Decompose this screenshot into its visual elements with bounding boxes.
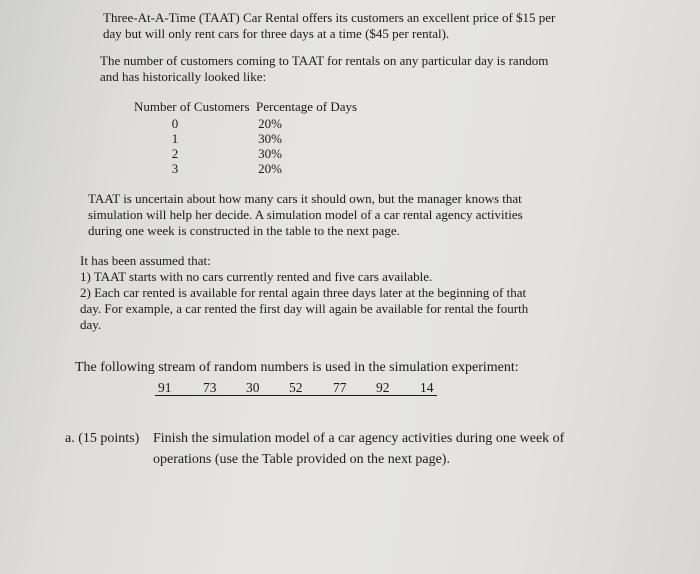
assumptions-line-3: 2) Each car rented is available for rental again three days later at the beginning of that (80, 285, 527, 300)
table-cell-customers: 2 (171, 146, 179, 161)
random-number: 92 (376, 380, 390, 395)
random-number: 91 (158, 380, 172, 395)
table-cell-percentage: 30% (258, 146, 282, 161)
uncertainty-line-2: simulation will help her decide. A simulation model of a car rental agency activities (88, 207, 523, 222)
intro-line-1: Three-At-A-Time (TAAT) Car Rental offers its customers an excellent price of $15 per (103, 10, 556, 25)
assumptions-paragraph (80, 253, 528, 333)
history-paragraph (100, 53, 548, 85)
question-a-line-1: Finish the simulation model of a car agency activities during one week of (153, 431, 565, 446)
table-cell-customers: 3 (171, 161, 179, 176)
history-line-2: and has historically looked like: (100, 69, 267, 84)
table-cell-percentage: 30% (258, 131, 282, 146)
random-number: 73 (203, 380, 217, 395)
random-number: 52 (289, 380, 303, 395)
table-cell-customers: 0 (171, 116, 179, 131)
history-line-1: The number of customers coming to TAAT for rentals on any particular day is random (100, 53, 549, 68)
table-header-percentage: Percentage of Days (256, 99, 358, 114)
assumptions-line-5: day. (80, 317, 102, 332)
table-cell-percentage: 20% (258, 116, 282, 131)
random-number: 14 (420, 380, 434, 395)
uncertainty-line-1: TAAT is uncertain about how many cars it should own, but the manager knows that (88, 191, 522, 206)
random-number: 30 (246, 380, 260, 395)
uncertainty-paragraph (88, 191, 523, 239)
table-cell-percentage: 20% (258, 161, 282, 176)
question-a-label: a. (15 points) (65, 431, 140, 446)
intro-line-2: day but will only rent cars for three days at a time ($45 per rental). (103, 26, 450, 41)
intro-paragraph (103, 10, 555, 42)
assumptions-line-2: 1) TAAT starts with no cars currently rented and five cars available. (80, 269, 433, 284)
question-a-line-2: operations (use the Table provided on the next page). (153, 452, 450, 467)
random-stream-label: The following stream of random numbers is used in the simulation experiment: (75, 360, 519, 375)
random-number: 77 (333, 380, 347, 395)
assumptions-line-1: It has been assumed that: (80, 253, 211, 268)
table-cell-customers: 1 (171, 131, 179, 146)
uncertainty-line-3: during one week is constructed in the table to the next page. (88, 223, 400, 238)
random-stream-underline (155, 395, 437, 396)
assumptions-line-4: day. For example, a car rented the first day will again be available for rental the fourth (80, 301, 529, 316)
table-header-customers: Number of Customers (134, 99, 250, 114)
